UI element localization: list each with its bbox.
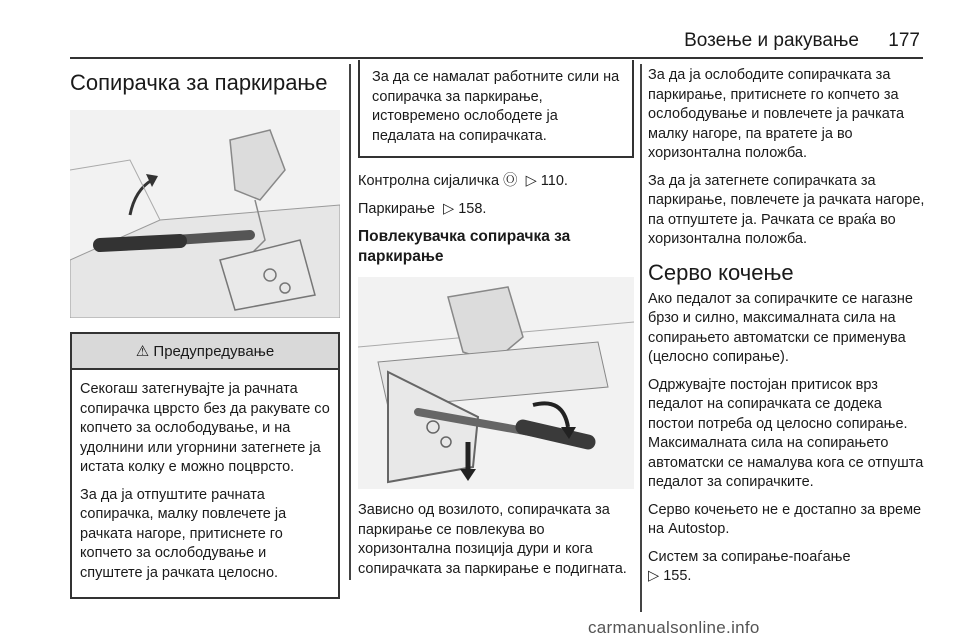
- parking-label: Паркирање: [358, 200, 435, 217]
- warning-paragraph-2: За да ја отпуштите рачната сопирачка, малку повлечете ја рачката нагоре, притиснете го копчето за ослободување и спуштете ја рачката целосно.: [80, 486, 287, 581]
- warning-icon: ⚠: [135, 343, 150, 360]
- warning-box: [70, 332, 340, 599]
- column-divider-1: [349, 64, 351, 580]
- start-stop-paragraph: [648, 548, 928, 587]
- warning-header: [72, 334, 338, 370]
- release-paragraph: За да ја ослободите сопирачката за паркирање, притиснете го копчето за ослободување и повлечете ја рачката малку нагоре, па вратете ја во хоризонтална положба.: [648, 67, 905, 161]
- header-rule: [70, 57, 923, 59]
- parking-line: [358, 200, 634, 220]
- brake-lamp-icon: Ⓞ: [503, 173, 518, 189]
- caption-paragraph: Зависно од возилото, сопирачката за паркирање се повлекува во хоризонтална позиција дури и кога сопирачката за паркирање е подигната.: [358, 502, 627, 577]
- control-lamp-ref[interactable]: 110.: [540, 173, 568, 189]
- parking-ref[interactable]: 158.: [458, 200, 487, 217]
- arrow-ref-icon: ▷: [525, 173, 537, 189]
- servo-heading: Серво кочење: [648, 259, 794, 285]
- arrow-ref-icon: ▷: [648, 568, 660, 584]
- note-box: За да се намалат работните сили на сопирачка за паркирање, истовремено ослободете ја педалата на сопирачката.: [358, 60, 634, 158]
- subheading: Повлекувачка сопирачка за паркирање: [358, 228, 571, 265]
- column-divider-2: [640, 64, 642, 612]
- column-2: [358, 60, 634, 587]
- handbrake-drawing: [70, 110, 340, 318]
- servo-paragraph-1: Ако педалот за сопирачките се нагазне брзо и силно, максималната сила на сопирањето автоматски се применува (целосно сопирање).: [648, 290, 913, 365]
- folding-handbrake-drawing: [358, 277, 634, 489]
- page-number: 177: [888, 30, 920, 51]
- apply-paragraph: За да ја затегнете сопирачката за паркирање, повлечете ја рачката нагоре, па отпуштете ја. Рачката се враќа во хоризонтална положба.: [648, 172, 925, 247]
- watermark: carmanualsonline.info: [588, 618, 760, 637]
- control-lamp-line: [358, 172, 634, 192]
- folding-handbrake-illustration: [358, 277, 634, 489]
- start-stop-ref[interactable]: 155.: [663, 568, 692, 584]
- start-stop-label: Систем за сопирање-поаѓање: [648, 548, 851, 565]
- column-1: [70, 60, 340, 599]
- warning-body: [72, 370, 338, 597]
- warning-title: Предупредување: [153, 343, 275, 360]
- arrow-ref-icon: ▷: [443, 200, 455, 217]
- handbrake-illustration: [70, 110, 340, 318]
- servo-paragraph-2: Одржувајте постојан притисок врз педалот на сопирачката се додека постои потреба од целосно сопирање. Максималната сила на сопирањето автоматски се намалува кога се отпушта педалот за сопирачките.: [648, 376, 924, 490]
- page-header: [660, 30, 920, 52]
- warning-paragraph-1: Секогаш затегнувајте ја рачната сопирачка цврсто без да ракувате со копчето за ослободување, и на удолнини или угорнини затегнете ја истата колку е можно поцврсто.: [80, 381, 330, 475]
- section-title: Сопирачка за паркирање: [70, 70, 328, 95]
- servo-paragraph-3: Серво кочењето не е достапно за време на Autostop.: [648, 501, 922, 537]
- chapter-title: Возење и ракување: [684, 30, 860, 51]
- control-lamp-label: Контролна сијаличка: [358, 173, 500, 189]
- column-3: [648, 60, 928, 595]
